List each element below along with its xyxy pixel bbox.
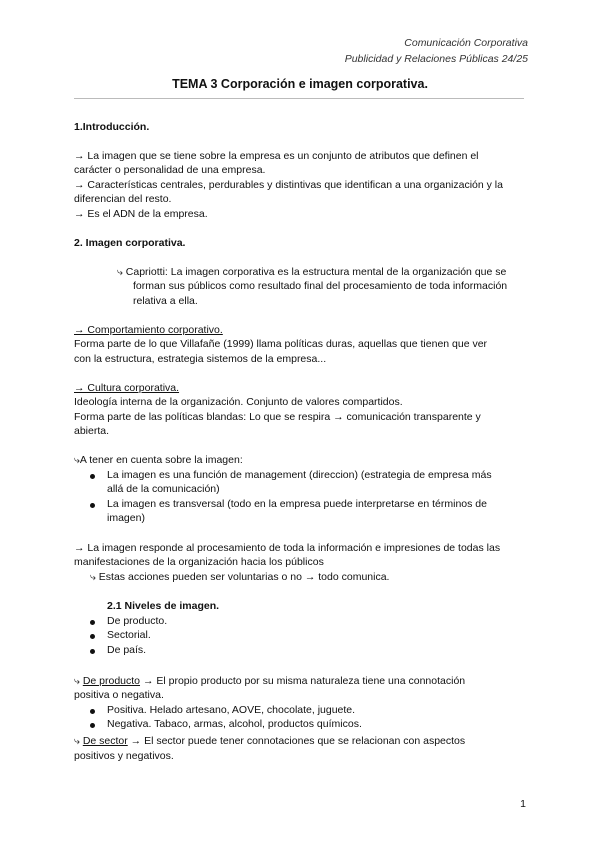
comportamiento-line: Forma parte de lo que Villafañe (1999) llama políticas duras, aquellas que tienen que ver bbox=[74, 338, 488, 350]
section-2-heading: 2. Imagen corporativa. bbox=[74, 237, 186, 249]
page-title: TEMA 3 Corporación e imagen corporativa. bbox=[172, 77, 428, 91]
sector-label: De sector bbox=[82, 735, 128, 747]
header-course: Publicidad y Relaciones Públicas 24/25 bbox=[344, 53, 528, 65]
quote-line: ⤷ Capriotti: La imagen corporativa es la estructura mental de la organización que se bbox=[117, 266, 507, 278]
comportamiento-heading: → Comportamiento corporativo. bbox=[74, 324, 223, 336]
responde-line: manifestaciones de la organización hacia los públicos bbox=[74, 556, 324, 568]
cultura-heading: → Cultura corporativa. bbox=[74, 382, 180, 394]
nivel-item: Sectorial. bbox=[107, 629, 151, 641]
cultura-line: abierta. bbox=[74, 425, 110, 437]
tener-en-cuenta: ⤷A tener en cuenta sobre la imagen: bbox=[74, 454, 243, 466]
bullet-text: allá de la comunicación) bbox=[107, 483, 220, 495]
intro-line: carácter o personalidad de una empresa. bbox=[74, 164, 266, 176]
intro-line: → La imagen que se tiene sobre la empresa es un conjunto de atributos que definen el bbox=[74, 150, 479, 162]
bullet-text: La imagen es transversal (todo en la empresa puede interpretarse en términos de bbox=[107, 498, 487, 510]
producto-line: positiva o negativa. bbox=[74, 689, 164, 701]
sector-line bbox=[74, 734, 465, 749]
bullet-icon bbox=[90, 620, 95, 625]
sector-line: positivos y negativos. bbox=[74, 750, 174, 762]
producto-label: De producto bbox=[82, 675, 141, 687]
intro-line: diferencian del resto. bbox=[74, 193, 172, 205]
intro-line: → Características centrales, perdurables y distintivas que identifican a una organización y la bbox=[74, 179, 503, 191]
bullet-icon bbox=[90, 634, 95, 639]
sector-text: → El sector puede tener connotaciones que se relacionan con aspectos bbox=[130, 735, 466, 747]
cultura-line: Forma parte de las políticas blandas: Lo que se respira → comunicación transparente y bbox=[74, 411, 481, 423]
page-number: 1 bbox=[520, 798, 526, 810]
header-subject: Comunicación Corporativa bbox=[404, 37, 528, 49]
cultura-line: Ideología interna de la organización. Conjunto de valores compartidos. bbox=[74, 396, 403, 408]
bullet-icon bbox=[90, 649, 95, 654]
responde-line: ⤷ Estas acciones pueden ser voluntarias o no → todo comunica. bbox=[90, 571, 390, 583]
bullet-icon bbox=[90, 723, 95, 728]
section-1-heading: 1.Introducción. bbox=[74, 121, 150, 133]
negativa-item: Negativa. Tabaco, armas, alcohol, productos químicos. bbox=[107, 718, 362, 730]
title-divider bbox=[74, 98, 524, 99]
positiva-item: Positiva. Helado artesano, AOVE, chocolate, juguete. bbox=[107, 704, 356, 716]
nivel-item: De producto. bbox=[107, 615, 168, 627]
quote-line: forman sus públicos como resultado final del procesamiento de toda información bbox=[133, 280, 508, 292]
producto-line bbox=[74, 674, 465, 689]
bullet-text: imagen) bbox=[107, 512, 145, 524]
bullet-icon bbox=[90, 709, 95, 714]
hook-arrow-icon: ⤷ bbox=[74, 735, 83, 747]
hook-arrow-icon: ⤷ bbox=[74, 675, 83, 687]
intro-line: → Es el ADN de la empresa. bbox=[74, 208, 208, 220]
quote-line: relativa a ella. bbox=[133, 295, 198, 307]
bullet-text: La imagen es una función de management (direccion) (estrategia de empresa más bbox=[107, 469, 492, 481]
bullet-icon bbox=[90, 474, 95, 479]
bullet-icon bbox=[90, 503, 95, 508]
producto-text: → El propio producto por su misma naturaleza tiene una connotación bbox=[142, 675, 466, 687]
comportamiento-line: con la estructura, estrategia sistemos de la empresa... bbox=[74, 353, 327, 365]
nivel-item: De país. bbox=[107, 644, 147, 656]
responde-line: → La imagen responde al procesamiento de toda la información e impresiones de todas las bbox=[74, 542, 501, 554]
section-2-1-heading: 2.1 Niveles de imagen. bbox=[107, 600, 220, 612]
